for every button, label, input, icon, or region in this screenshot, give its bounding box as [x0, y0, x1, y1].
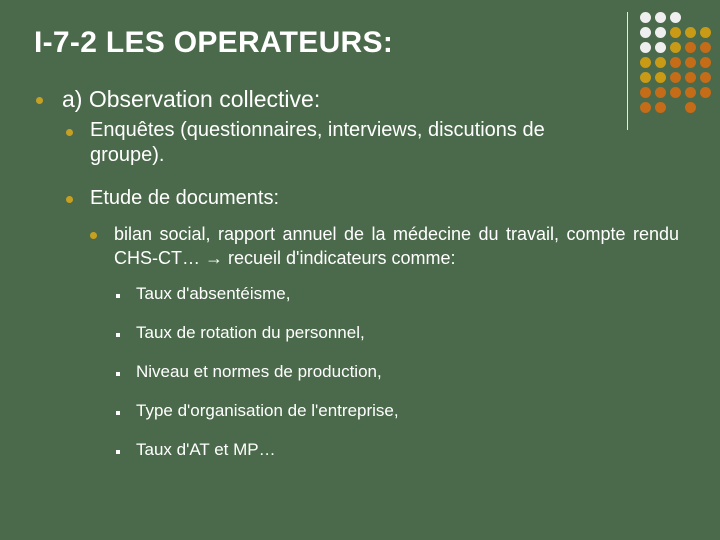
decor-dot	[700, 57, 711, 68]
decor-dot	[640, 72, 651, 83]
indicator-item: Niveau et normes de production,	[136, 362, 382, 381]
decor-dot	[685, 12, 696, 23]
slide-title: I-7-2 LES OPERATEURS:	[34, 26, 394, 59]
decor-dot	[700, 27, 711, 38]
decor-dot	[700, 87, 711, 98]
indicator-item: Taux de rotation du personnel,	[136, 323, 365, 342]
decor-dot	[640, 27, 651, 38]
bullet-item-2	[66, 196, 73, 203]
indicator-bullet	[116, 333, 120, 337]
decor-dot	[670, 27, 681, 38]
decor-dot	[655, 27, 666, 38]
decor-dot	[670, 12, 681, 23]
decor-dot	[655, 87, 666, 98]
decor-dot	[640, 87, 651, 98]
item-enquetes: Enquêtes (questionnaires, interviews, discutions de groupe).	[90, 119, 545, 166]
indicator-item: Type d'organisation de l'entreprise,	[136, 401, 399, 420]
level1-heading: a) Observation collective:	[62, 86, 321, 112]
decor-dot	[685, 57, 696, 68]
indicator-bullet	[116, 411, 120, 415]
divider-line	[627, 12, 628, 130]
decor-dot	[700, 12, 711, 23]
sub-item-bilan: bilan social, rapport annuel de la médecine du travail, compte rendu CHS-CT… → recueil d'indicateurs comme:	[114, 224, 679, 268]
decor-dot	[655, 102, 666, 113]
decor-dot	[640, 42, 651, 53]
decor-dot	[640, 102, 651, 113]
bullet-level1	[36, 97, 43, 104]
decor-dot	[670, 87, 681, 98]
decor-dot	[685, 27, 696, 38]
indicator-bullet	[116, 450, 120, 454]
decor-dot	[685, 42, 696, 53]
decor-dot	[655, 72, 666, 83]
decor-dot	[655, 42, 666, 53]
decor-dot	[685, 72, 696, 83]
decor-dot	[640, 57, 651, 68]
decor-dot	[700, 102, 711, 113]
bullet-sub-item	[90, 232, 97, 239]
indicator-item: Taux d'absentéisme,	[136, 284, 291, 303]
dot-grid-decoration	[640, 12, 711, 113]
item-etude-documents: Etude de documents:	[90, 187, 280, 209]
decor-dot	[670, 102, 681, 113]
decor-dot	[700, 42, 711, 53]
decor-dot	[655, 57, 666, 68]
decor-dot	[670, 72, 681, 83]
decor-dot	[670, 42, 681, 53]
decor-dot	[655, 12, 666, 23]
decor-dot	[685, 102, 696, 113]
indicator-item: Taux d'AT et MP…	[136, 440, 276, 459]
indicator-bullet	[116, 294, 120, 298]
decor-dot	[670, 57, 681, 68]
decor-dot	[640, 12, 651, 23]
decor-dot	[700, 72, 711, 83]
bullet-item-1	[66, 129, 73, 136]
decor-dot	[685, 87, 696, 98]
indicator-bullet	[116, 372, 120, 376]
